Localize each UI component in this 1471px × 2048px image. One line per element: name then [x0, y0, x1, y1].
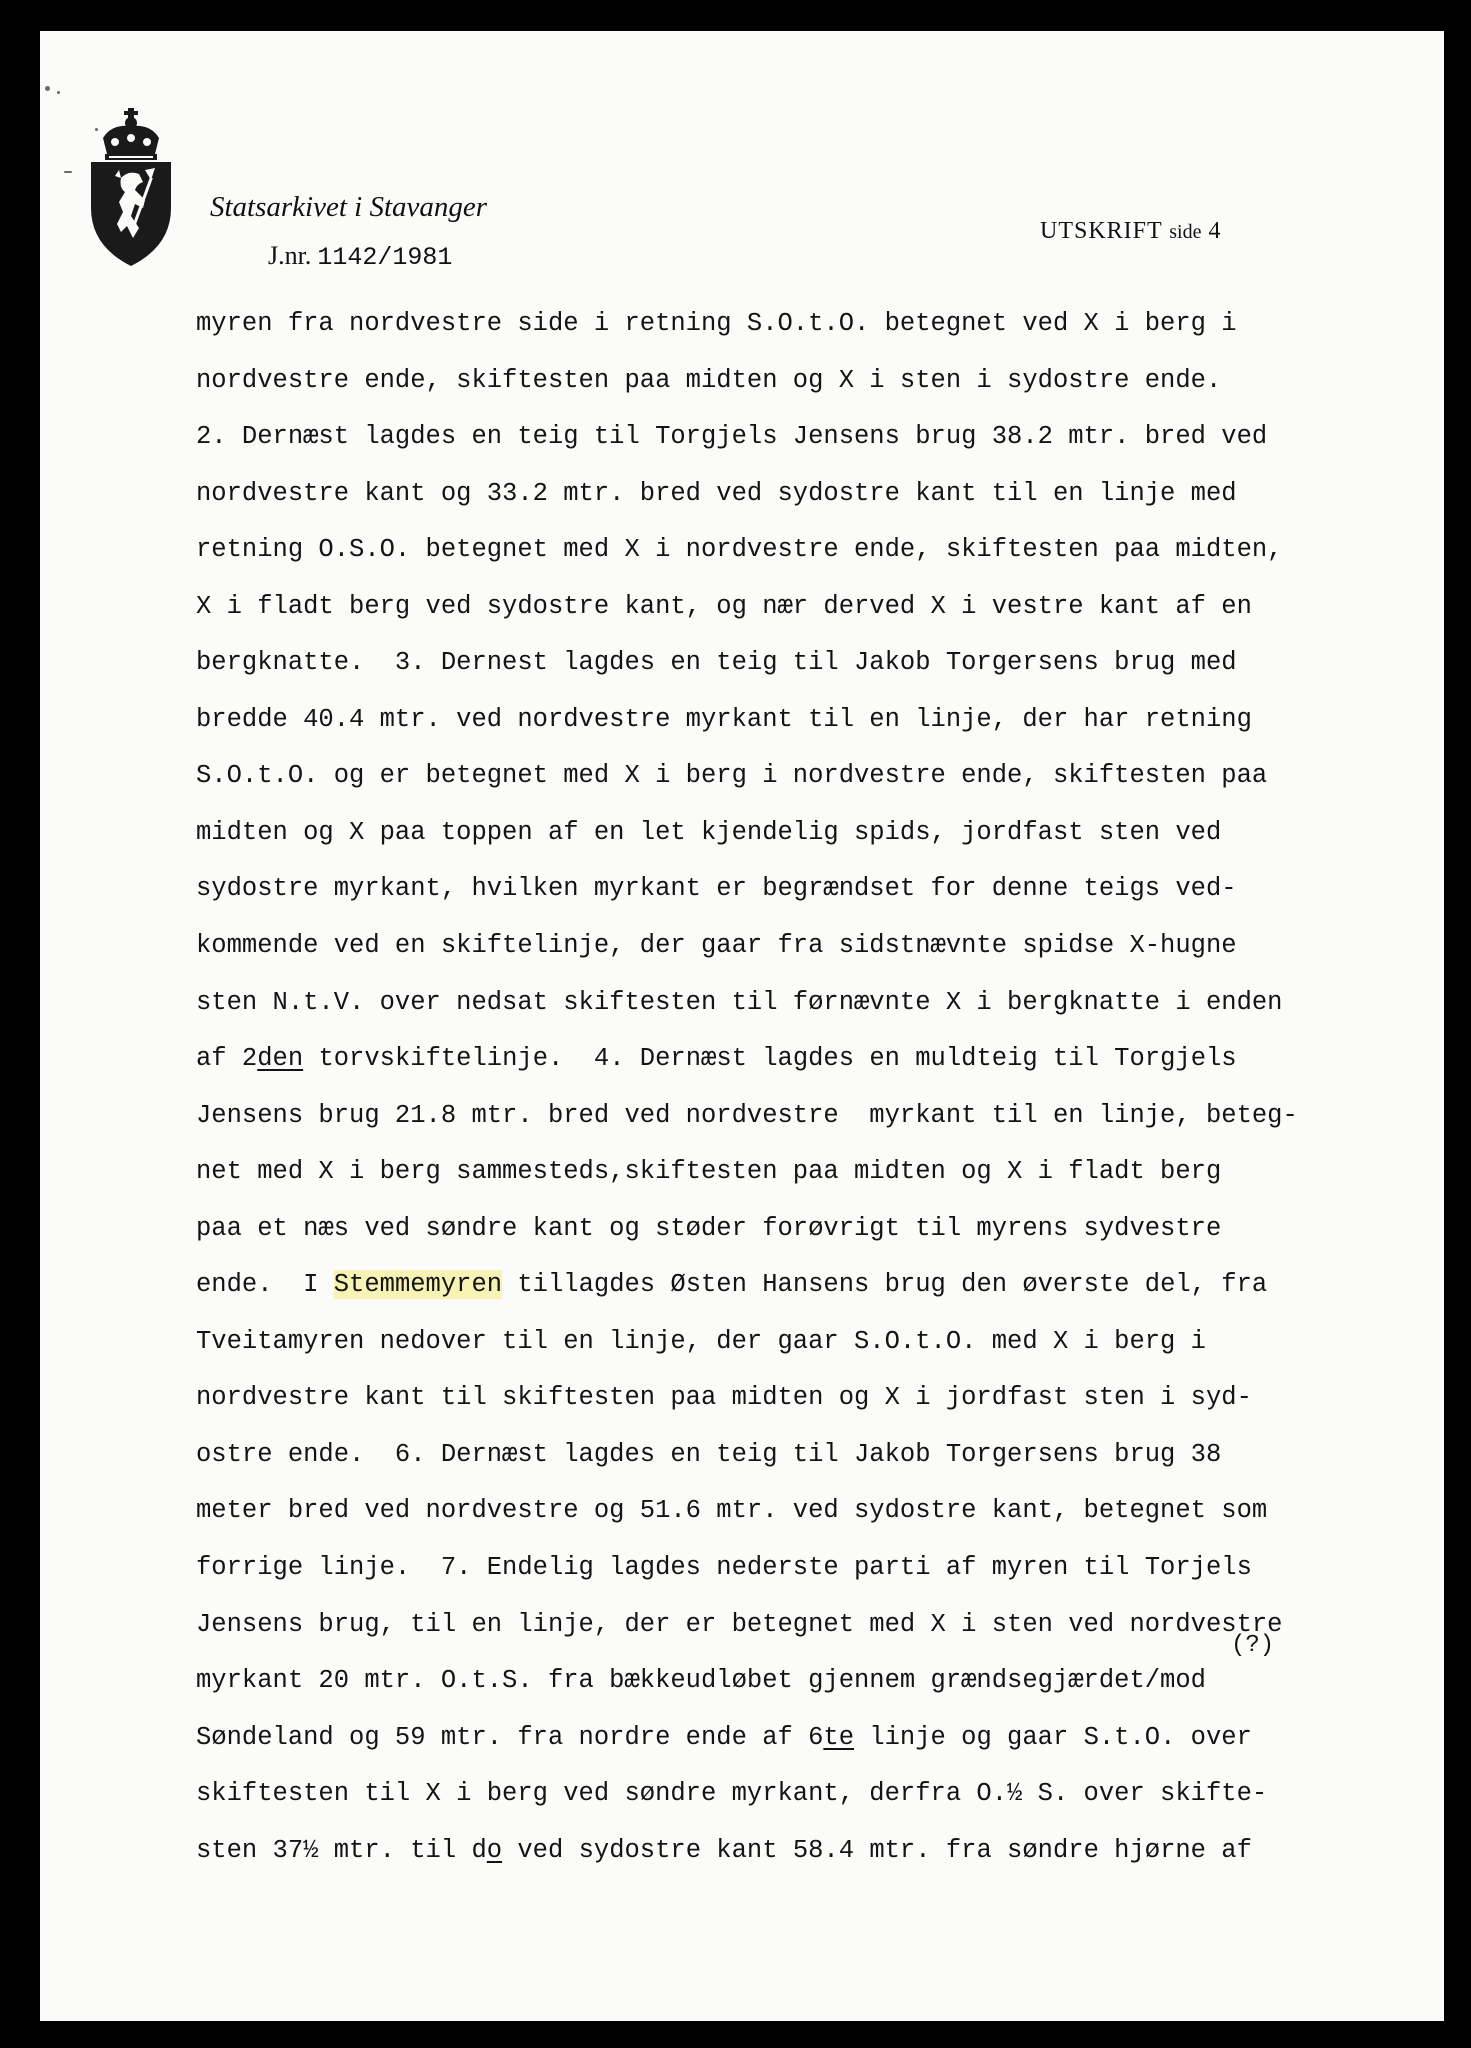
text-line: retning O.S.O. betegnet med X i nordvestre ende, skiftesten paa midten,: [196, 535, 1283, 565]
scan-speck: [64, 171, 72, 173]
text-line: midten og X paa toppen af en let kjendelig spids, jordfast sten ved: [196, 817, 1222, 847]
side-label: side: [1169, 221, 1202, 243]
text-line: forrige linje. 7. Endelig lagdes nederste parti af myren til Torjels: [196, 1553, 1252, 1583]
text-line: sydostre myrkant, hvilken myrkant er begrændset for denne teigs ved-: [196, 874, 1237, 904]
highlighted-place-name: Stemmemyren: [333, 1270, 503, 1300]
journal-number: [268, 241, 452, 272]
line-segment: linje og gaar S.t.O. over: [869, 1722, 1252, 1752]
line-segment: tillagdes Østen Hansens brug den øverste del, fra: [517, 1270, 1268, 1300]
text-line: nordvestre kant til skiftesten paa midten og X i jordfast sten i syd-: [196, 1383, 1252, 1413]
text-line: S.O.t.O. og er betegnet med X i berg i nordvestre ende, skiftesten paa: [196, 761, 1268, 791]
journal-number-label: J.nr.: [268, 241, 312, 270]
utskrift-label: UTSKRIFT: [1040, 218, 1163, 244]
underlined-text: te: [823, 1722, 855, 1752]
text-line: bergknatte. 3. Dernest lagdes en teig til Jakob Torgersens brug med: [196, 648, 1237, 678]
line-segment: af 2: [196, 1044, 258, 1074]
text-line: bredde 40.4 mtr. ved nordvestre myrkant til en linje, der har retning: [196, 704, 1252, 734]
page-heading: [1040, 218, 1221, 245]
text-line: skiftesten til X i berg ved søndre myrkant, derfra O.½ S. over skifte-: [196, 1779, 1268, 1809]
text-line: sten N.t.V. over nedsat skiftesten til førnævnte X i bergknatte i enden: [196, 987, 1283, 1017]
text-line: Tveitamyren nedover til en linje, der gaar S.O.t.O. med X i berg i: [196, 1326, 1206, 1356]
norwegian-coat-of-arms-icon: [85, 108, 177, 268]
text-line: [196, 1831, 1416, 1888]
text-line: Jensens brug, til en linje, der er betegnet med X i sten ved nordvestre: [196, 1609, 1283, 1639]
line-segment: sten 37½ mtr. til d: [196, 1835, 487, 1865]
underlined-text: o: [486, 1835, 503, 1865]
line-segment: ved sydostre kant 58.4 mtr. fra søndre hjørne af: [517, 1835, 1252, 1865]
text-line: X i fladt berg ved sydostre kant, og nær derved X i vestre kant af en: [196, 591, 1252, 621]
text-line: ostre ende. 6. Dernæst lagdes en teig til Jakob Torgersens brug 38: [196, 1439, 1222, 1469]
question-mark-annotation: (?): [1231, 1632, 1275, 1659]
text-line: meter bred ved nordvestre og 51.6 mtr. ved sydostre kant, betegnet som: [196, 1496, 1268, 1526]
scan-speck: [45, 86, 50, 91]
scan-speck: [57, 91, 60, 94]
text-line: paa et næs ved søndre kant og støder forøvrigt til myrens sydvestre: [196, 1213, 1222, 1243]
text-line: [196, 1039, 1416, 1096]
text-line: myren fra nordvestre side i retning S.O.t.O. betegnet ved X i berg i: [196, 309, 1237, 338]
line-segment: torvskiftelinje. 4. Dernæst lagdes en muldteig til Torgjels: [318, 1044, 1237, 1074]
page-number: 4: [1208, 218, 1222, 244]
text-line: net med X i berg sammesteds,skiftesten paa midten og X i fladt berg: [196, 1157, 1222, 1187]
text-line: Jensens brug 21.8 mtr. bred ved nordvestre myrkant til en linje, beteg-: [196, 1100, 1298, 1130]
journal-number-value: 1142/1981: [317, 243, 453, 272]
text-line: nordvestre ende, skiftesten paa midten og X i sten i sydostre ende.: [196, 365, 1222, 395]
line-segment: Søndeland og 59 mtr. fra nordre ende af 6: [196, 1722, 824, 1752]
text-line: [196, 1718, 1416, 1775]
text-line: myrkant 20 mtr. O.t.S. fra bækkeudløbet gjennem grændsegjærdet/mod: [196, 1666, 1206, 1696]
text-line: [196, 1265, 1416, 1322]
archive-name: Statsarkivet i Stavanger: [210, 191, 488, 223]
text-line: 2. Dernæst lagdes en teig til Torgjels Jensens brug 38.2 mtr. bred ved: [196, 422, 1268, 452]
text-line: nordvestre kant og 33.2 mtr. bred ved sydostre kant til en linje med: [196, 478, 1237, 508]
line-segment: ende. I: [196, 1270, 334, 1300]
text-line: kommende ved en skiftelinje, der gaar fra sidstnævnte spidse X-hugne: [196, 931, 1237, 961]
underlined-text: den: [257, 1044, 304, 1074]
